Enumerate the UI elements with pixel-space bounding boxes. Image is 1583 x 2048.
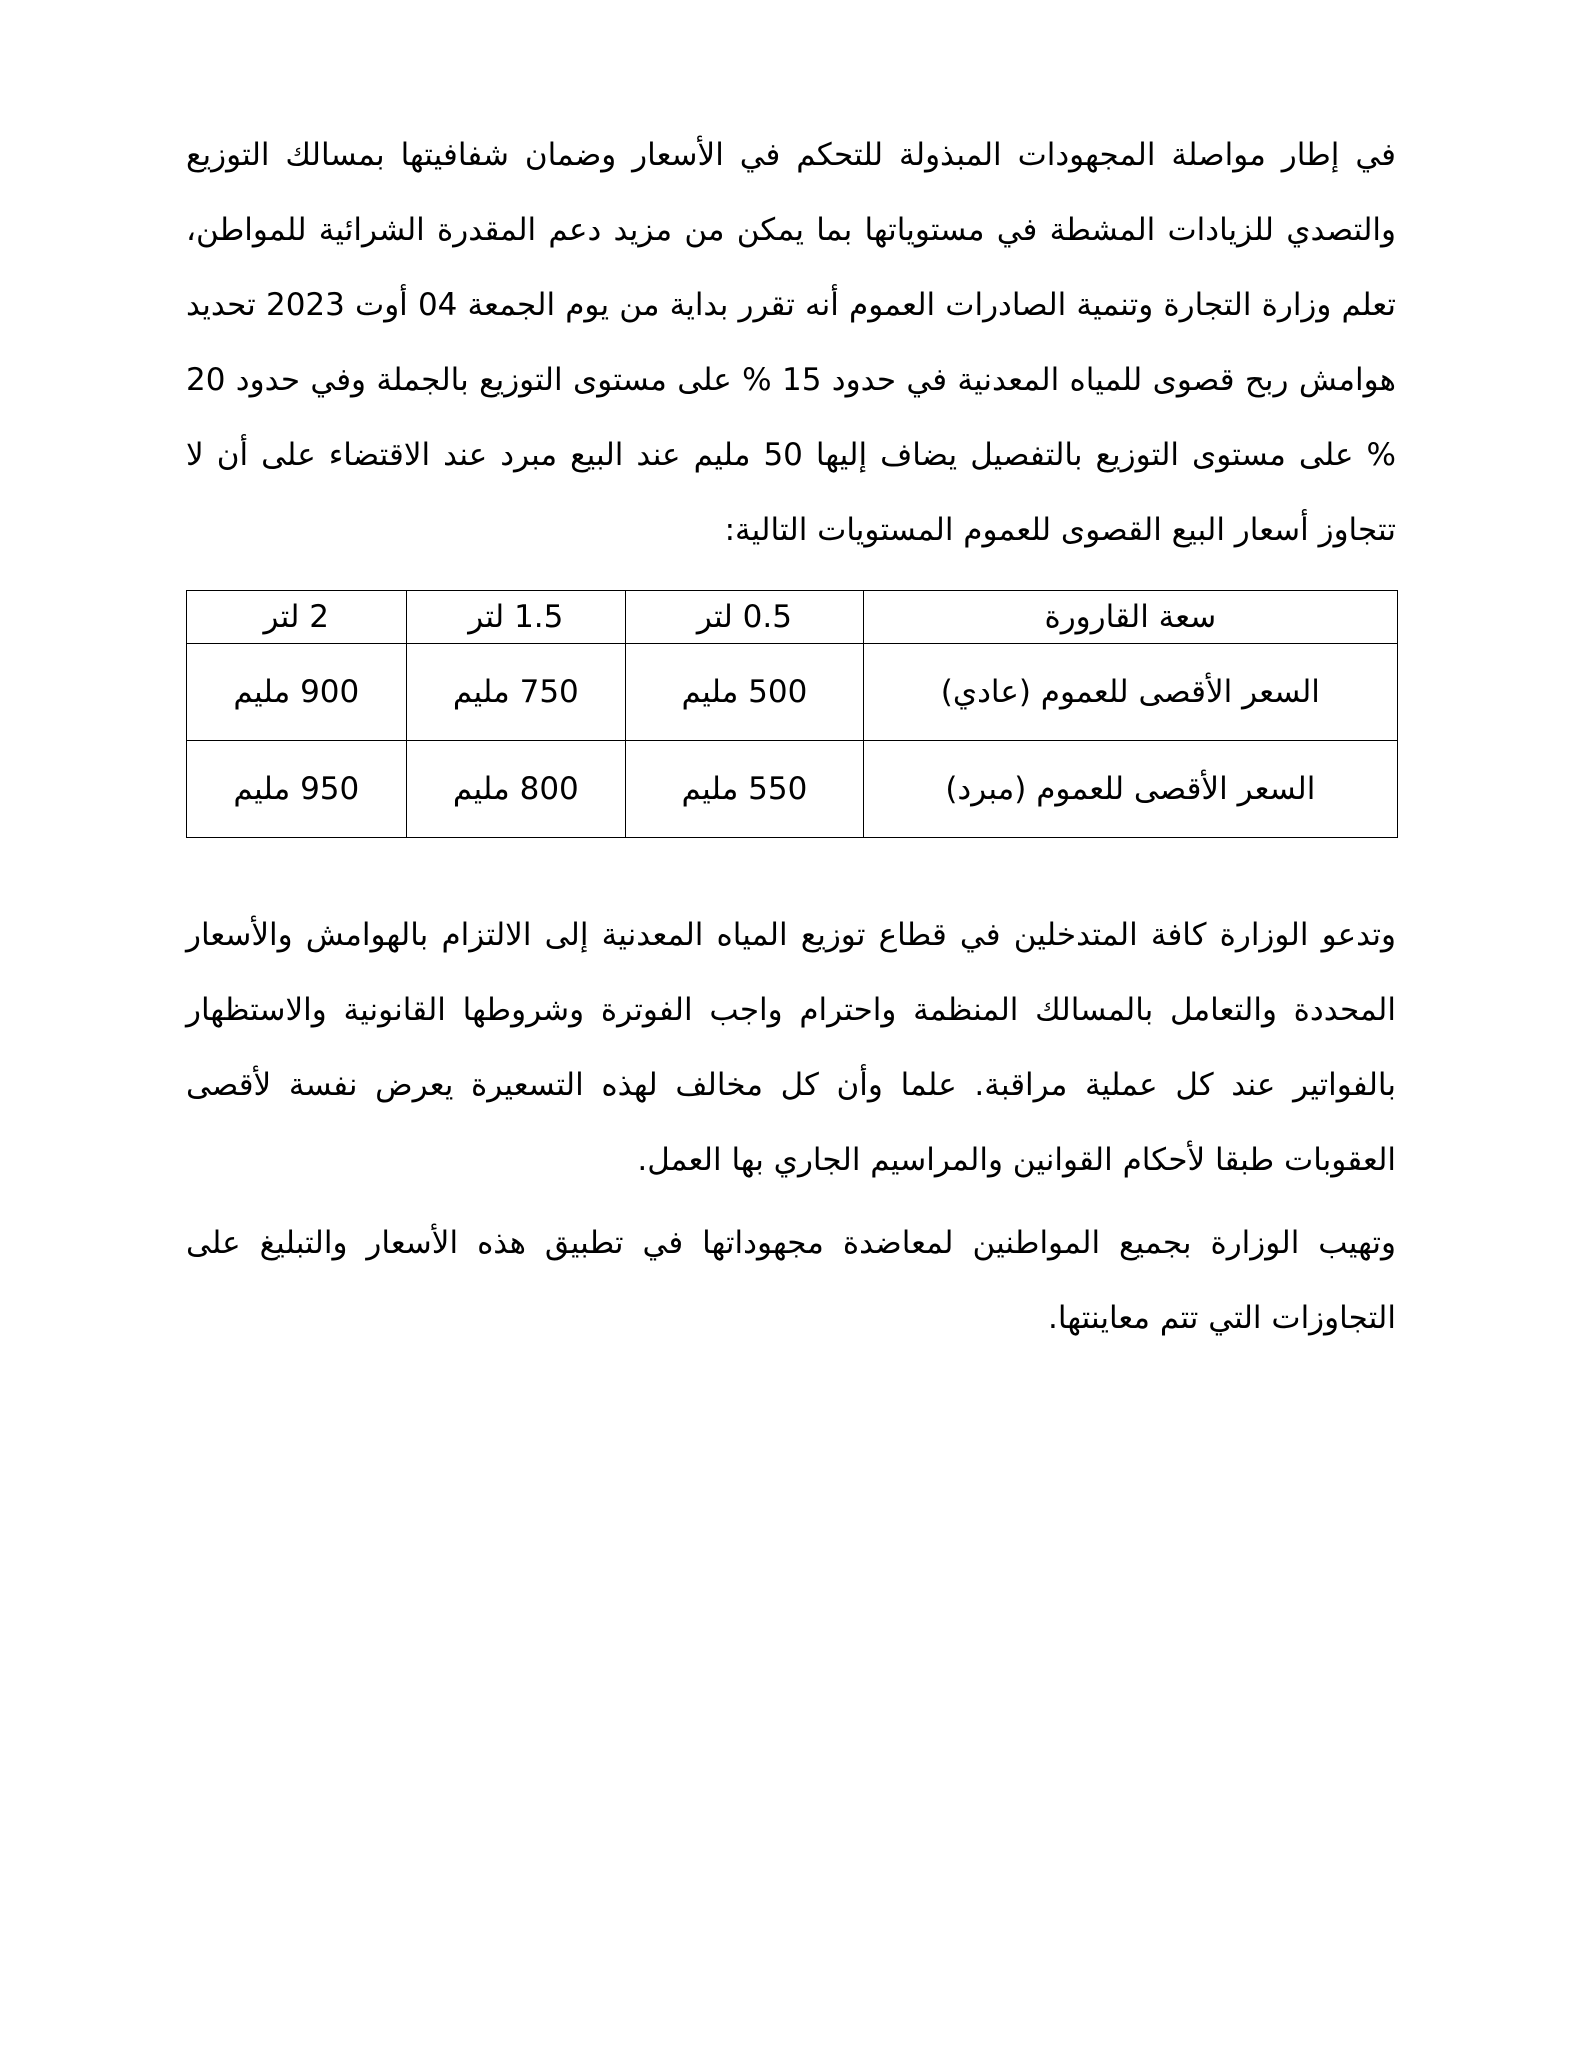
intro-line: على أن لا تتجاوز أسعار البيع القصوى للعموم المستويات التالية:	[186, 437, 1396, 548]
price-cell: 500 مليم	[626, 644, 864, 741]
compliance-paragraph	[186, 898, 1396, 1198]
compliance-line: المحددة والتعامل بالمسالك المنظمة واحترام واجب الفوترة وشروطها القانونية والاستظهار	[186, 992, 1396, 1028]
compliance-line: وتدعو الوزارة كافة المتدخلين في قطاع توزيع المياه المعدنية إلى الالتزام بالهوامش والأسعار	[186, 917, 1396, 953]
table-header-row	[187, 591, 1398, 644]
header-size-2: 2 لتر	[187, 591, 407, 644]
header-bottle-capacity: سعة القارورة	[863, 591, 1397, 644]
document-page	[186, 118, 1396, 1356]
intro-line: حدود 20 % على مستوى التوزيع بالتفصيل يضاف إليها 50 مليم عند البيع مبرد عند الاقتضاء	[186, 362, 1397, 473]
price-cell: 950 مليم	[187, 741, 407, 838]
appeal-line: وتهيب الوزارة بجميع المواطنين لمعاضدة مجهوداتها في تطبيق هذه الأسعار والتبليغ على	[186, 1225, 1396, 1261]
price-cell: 550 مليم	[626, 741, 864, 838]
appeal-line: التجاوزات التي تتم معاينتها.	[1048, 1300, 1396, 1336]
table-row	[187, 644, 1398, 741]
row-label-chilled: السعر الأقصى للعموم (مبرد)	[863, 741, 1397, 838]
compliance-line: العقوبات طبقا لأحكام القوانين والمراسيم الجاري بها العمل.	[637, 1142, 1396, 1178]
compliance-line: بالفواتير عند كل عملية مراقبة. علما وأن كل مخالف لهذه التسعيرة يعرض نفسة لأقصى	[186, 1067, 1396, 1103]
intro-line: في إطار مواصلة المجهودات المبذولة للتحكم في الأسعار وضمان شفافيتها بمسالك التوزيع	[186, 137, 1396, 173]
intro-line: والتصدي للزيادات المشطة في مستوياتها بما يمكن من مزيد دعم المقدرة الشرائية للمواطن،	[186, 212, 1396, 248]
intro-line: تحديد هوامش ربح قصوى للمياه المعدنية في حدود 15 % على مستوى التوزيع بالجملة وفي	[186, 287, 1396, 398]
header-size-0-5: 0.5 لتر	[626, 591, 864, 644]
header-size-1-5: 1.5 لتر	[406, 591, 626, 644]
appeal-paragraph	[186, 1206, 1396, 1356]
price-cell: 750 مليم	[406, 644, 626, 741]
price-table	[186, 590, 1398, 838]
intro-paragraph	[186, 118, 1396, 568]
intro-line: تعلم وزارة التجارة وتنمية الصادرات العموم أنه تقرر بداية من يوم الجمعة 04 أوت 2023	[265, 287, 1396, 323]
table-row	[187, 741, 1398, 838]
row-label-regular: السعر الأقصى للعموم (عادي)	[863, 644, 1397, 741]
price-cell: 800 مليم	[406, 741, 626, 838]
price-cell: 900 مليم	[187, 644, 407, 741]
